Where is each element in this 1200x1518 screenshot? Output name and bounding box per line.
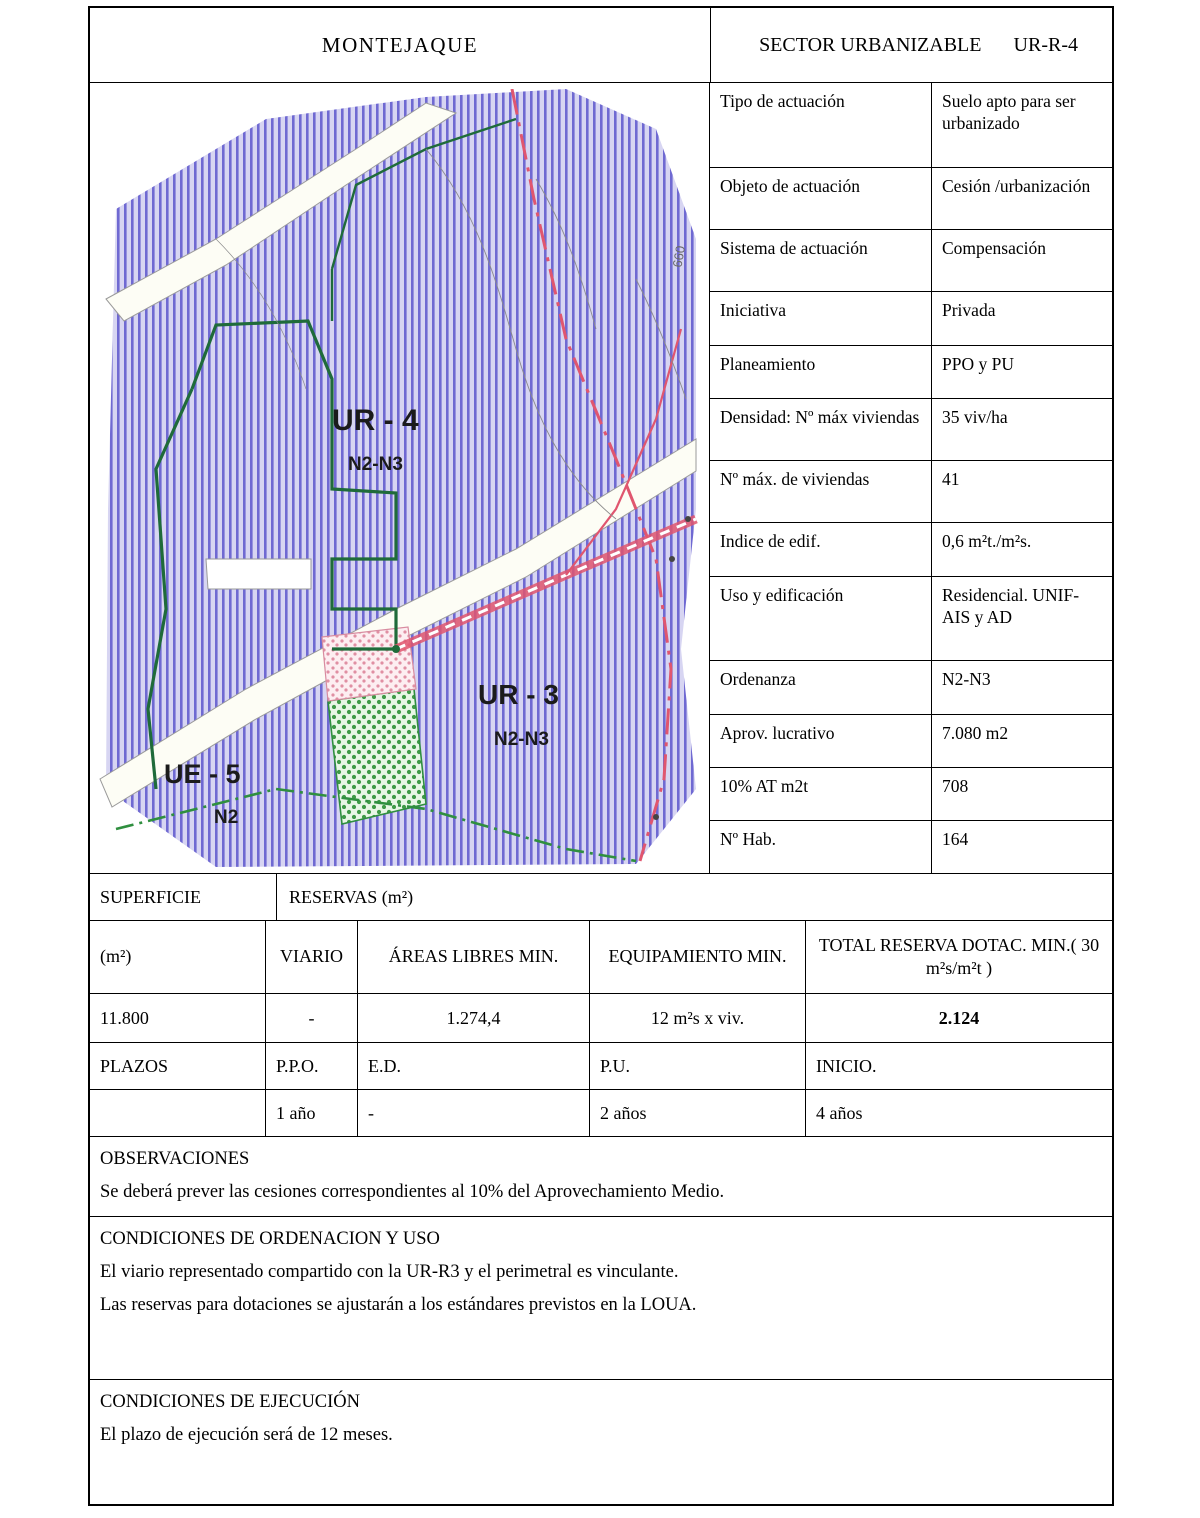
attribute-row xyxy=(710,346,1112,399)
attribute-label: Aprov. lucrativo xyxy=(710,715,932,767)
attribute-label: Uso y edificación xyxy=(710,577,932,661)
value-superficie: 11.800 xyxy=(90,994,266,1042)
attribute-value: Privada xyxy=(942,300,996,321)
attribute-row xyxy=(710,292,1112,345)
plazos-values xyxy=(90,1090,1112,1137)
attribute-row xyxy=(710,399,1112,461)
attribute-row xyxy=(710,715,1112,768)
plazos-value-inicio: 4 años xyxy=(816,1102,863,1123)
condiciones-ordenacion-spacer xyxy=(100,1323,1102,1369)
plazos-title: PLAZOS xyxy=(90,1043,266,1089)
attribute-row xyxy=(710,168,1112,230)
value-total-reserva: 2.124 xyxy=(938,1007,980,1028)
attribute-label: Nº máx. de viviendas xyxy=(710,461,932,522)
column-total-reserva: TOTAL RESERVA DOTAC. MIN.( 30 m²s/m²t ) xyxy=(818,934,1100,978)
attribute-value: Compensación xyxy=(942,238,1047,259)
plazos-value-ppo: 1 año xyxy=(266,1090,358,1136)
map-graphic xyxy=(96,89,703,867)
attribute-label: Objeto de actuación xyxy=(710,168,932,229)
map-label-ur4-ordinance: N2-N3 xyxy=(348,454,403,475)
attribute-value: N2-N3 xyxy=(942,669,991,690)
observaciones-text: Se deberá prever las cesiones correspondientes al 10% del Aprovechamiento Medio. xyxy=(100,1181,725,1202)
column-unit: (m²) xyxy=(90,921,266,993)
reservas-title: RESERVAS (m²) xyxy=(289,886,414,907)
sector-header xyxy=(711,8,1112,82)
map-label-contour-660: 660 xyxy=(669,244,689,269)
sector-sheet xyxy=(88,6,1114,1506)
attribute-value: 0,6 m²t./m²s. xyxy=(942,531,1032,552)
plazos-column-inicio: INICIO. xyxy=(816,1055,877,1076)
attribute-value: PPO y PU xyxy=(942,353,1014,374)
attribute-label: 10% AT m2t xyxy=(710,768,932,820)
attribute-value: 7.080 m2 xyxy=(942,722,1009,743)
attribute-label: Densidad: Nº máx viviendas xyxy=(710,399,932,460)
superficie-columns xyxy=(90,921,1112,994)
attribute-row xyxy=(710,461,1112,523)
map-cell xyxy=(90,83,710,873)
condiciones-ejecucion-title: CONDICIONES DE EJECUCIÓN xyxy=(100,1392,361,1413)
attribute-value: Suelo apto para ser urbanizado xyxy=(942,91,1076,134)
plazos-column-pu: P.U. xyxy=(590,1043,806,1089)
condiciones-ordenacion-line2: Las reservas para dotaciones se ajustarán a los estándares previstos en la LOUA. xyxy=(100,1294,697,1315)
condiciones-ordenacion-block xyxy=(90,1217,1112,1380)
attribute-value: 164 xyxy=(942,828,969,849)
attribute-value: Cesión /urbanización xyxy=(942,175,1091,196)
attribute-row xyxy=(710,83,1112,168)
attribute-label: Nº Hab. xyxy=(710,821,932,873)
plazos-header xyxy=(90,1043,1112,1090)
map-label-ur3: UR - 3 xyxy=(478,679,559,710)
plazos-column-ed: E.D. xyxy=(358,1043,590,1089)
plazos-value-ed: - xyxy=(358,1090,590,1136)
condiciones-ordenacion-title: CONDICIONES DE ORDENACION Y USO xyxy=(100,1229,440,1250)
municipality-title: MONTEJAQUE xyxy=(90,8,711,82)
attribute-value: Residencial. UNIF-AIS y AD xyxy=(942,584,1080,627)
attribute-value: 41 xyxy=(942,469,960,490)
attribute-row xyxy=(710,523,1112,576)
map-label-ur4: UR - 4 xyxy=(332,404,419,437)
attribute-row xyxy=(710,768,1112,821)
attribute-value: 35 viv/ha xyxy=(942,406,1008,427)
attribute-label: Iniciativa xyxy=(710,292,932,344)
column-areas-libres: ÁREAS LIBRES MIN. xyxy=(358,921,590,993)
attribute-label: Planeamiento xyxy=(710,346,932,398)
sector-title: SECTOR URBANIZABLE xyxy=(759,33,982,56)
attribute-label: Sistema de actuación xyxy=(710,230,932,291)
plazos-value-blank xyxy=(90,1090,266,1136)
attribute-value: 708 xyxy=(942,775,969,796)
attribute-row xyxy=(710,577,1112,662)
value-viario: - xyxy=(266,994,358,1042)
column-viario: VIARIO xyxy=(266,921,358,993)
superficie-header xyxy=(90,874,1112,921)
plazos-column-ppo: P.P.O. xyxy=(266,1043,358,1089)
value-equipamiento: 12 m²s x viv. xyxy=(590,994,806,1042)
superficie-title: SUPERFICIE xyxy=(90,874,277,920)
map-label-ue5: UE - 5 xyxy=(164,759,241,789)
attribute-row xyxy=(710,821,1112,873)
attribute-label: Tipo de actuación xyxy=(710,83,932,167)
map-label-ur3-ordinance: N2-N3 xyxy=(494,729,549,750)
sheet-header xyxy=(90,8,1112,83)
superficie-values xyxy=(90,994,1112,1043)
sector-code: UR-R-4 xyxy=(1013,33,1078,56)
condiciones-ordenacion-line1: El viario representado compartido con la UR-R3 y el perimetral es vinculante. xyxy=(100,1262,679,1283)
observaciones-title: OBSERVACIONES xyxy=(100,1149,250,1169)
value-areas-libres: 1.274,4 xyxy=(358,994,590,1042)
sector-map xyxy=(96,89,703,867)
attribute-row xyxy=(710,661,1112,714)
attribute-row xyxy=(710,230,1112,292)
attributes-table xyxy=(710,83,1112,873)
condiciones-ejecucion-text: El plazo de ejecución será de 12 meses. xyxy=(100,1425,393,1446)
condiciones-ejecucion-block xyxy=(90,1380,1112,1504)
map-label-ue5-ordinance: N2 xyxy=(214,807,239,828)
map-and-attributes xyxy=(90,83,1112,874)
plazos-value-pu: 2 años xyxy=(590,1090,806,1136)
attribute-label: Indice de edif. xyxy=(710,523,932,575)
observaciones-block xyxy=(90,1137,1112,1217)
attribute-label: Ordenanza xyxy=(710,661,932,713)
column-equipamiento: EQUIPAMIENTO MIN. xyxy=(590,921,806,993)
